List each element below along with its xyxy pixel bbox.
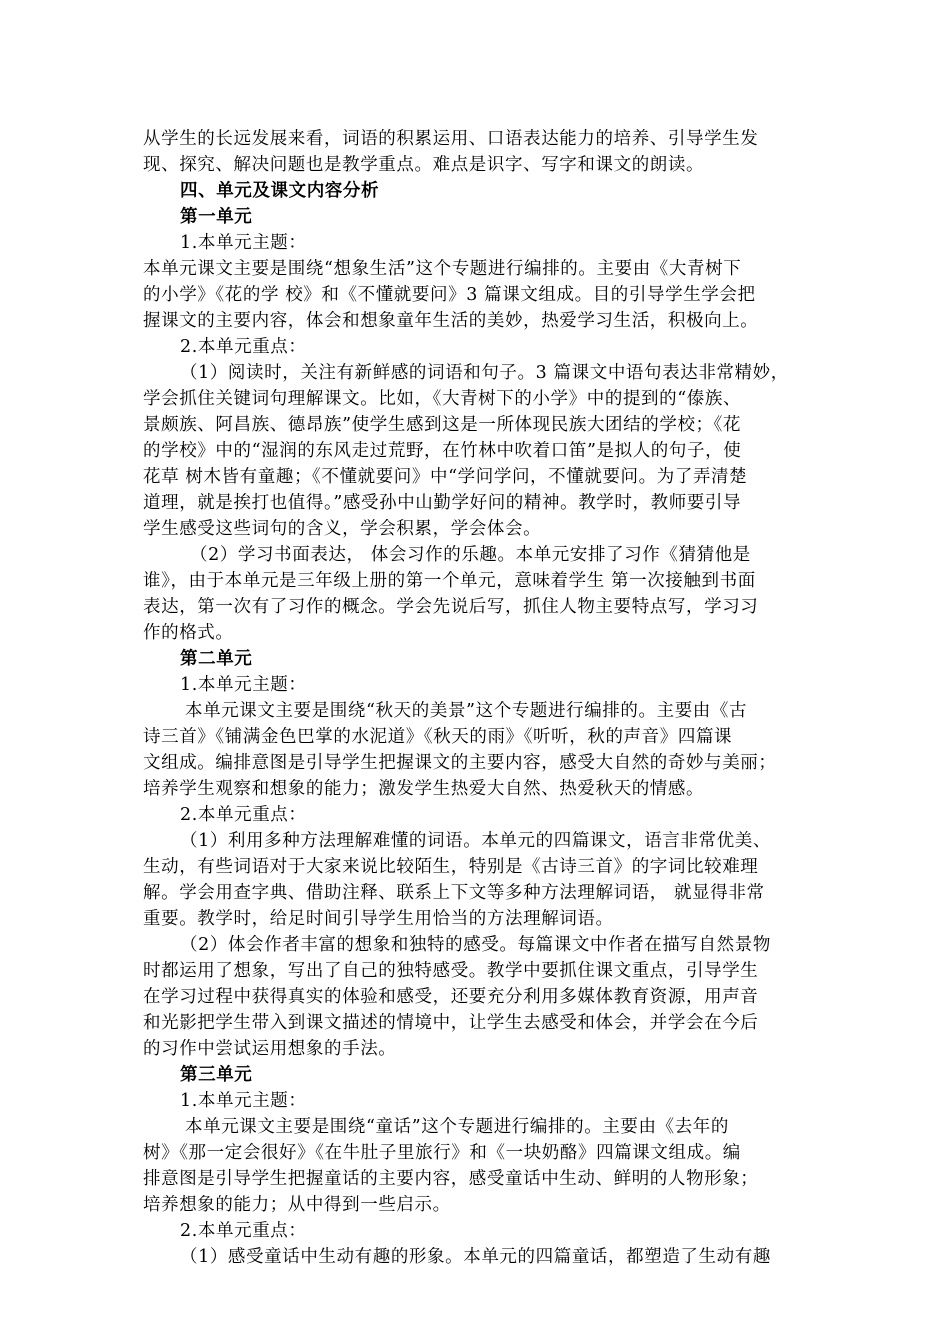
unit-heading: 第三单元 [180, 1065, 253, 1085]
body-text-line: 培养想象的能力；从中得到一些启示。 [143, 1195, 451, 1215]
body-text-line: （1）利用多种方法理解难懂的词语。本单元的四篇课文，语言非常优美、 [180, 831, 771, 851]
body-text-line: 排意图是引导学生把握童话的主要内容，感受童话中生动、鲜明的人物形象； [143, 1169, 759, 1189]
body-text-line: 谁》，由于本单元是三年级上册的第一个单元，意味着学生 第一次接触到书面 [143, 571, 756, 591]
body-text-line: 和光影把学生带入到课文描述的情境中，让学生去感受和体会，并学会在今后 [143, 1013, 759, 1033]
body-text-line: 重要。教学时，给足时间引导学生用恰当的方法理解词语。 [143, 909, 614, 929]
section-heading: 四、单元及课文内容分析 [180, 181, 380, 201]
sub-heading: 2.本单元重点： [180, 337, 307, 357]
sub-heading: 1.本单元主题： [180, 1091, 307, 1111]
body-text-line: 本单元课文主要是围绕“童话”这个专题进行编排的。主要由《去年的 [185, 1117, 729, 1137]
unit-heading: 第一单元 [180, 207, 253, 227]
sub-heading: 1.本单元主题： [180, 675, 307, 695]
sub-heading: 1.本单元主题： [180, 233, 307, 253]
body-text-line: 培养学生观察和想象的能力；激发学生热爱大自然、热爱秋天的情感。 [143, 779, 705, 799]
body-text-line: 在学习过程中获得真实的体验和感受，还要充分利用多媒体教育资源，用声音 [143, 987, 759, 1007]
body-text-line: 的习作中尝试运用想象的手法。 [143, 1039, 397, 1059]
body-text-line: 现、探究、解决问题也是教学重点。难点是识字、写字和课文的朗读。 [143, 155, 705, 175]
sub-heading: 2.本单元重点： [180, 1221, 307, 1241]
body-text-line: 从学生的长远发展来看，词语的积累运用、口语表达能力的培养、引导学生发 [143, 129, 759, 149]
body-text-line: 景颇族、阿昌族、德昂族”使学生感到这是一所体现民族大团结的学校；《花 [143, 415, 742, 435]
body-text-line: 作的格式。 [143, 623, 234, 643]
body-text-line: 学生感受这些词句的含义，学会积累，学会体会。 [143, 519, 542, 539]
body-text-line: 的小学》《花的学 校》和《不懂就要问》3 篇课文组成。目的引导学生学会把 [143, 285, 756, 305]
body-text-line: 本单元课文主要是围绕“秋天的美景”这个专题进行编排的。主要由《古 [185, 701, 748, 721]
body-text-line: 生动，有些词语对于大家来说比较陌生，特别是《古诗三首》的字词比较难理 [143, 857, 759, 877]
body-text-line: 时都运用了想象，写出了自己的独特感受。教学中要抓住课文重点，引导学生 [143, 961, 759, 981]
body-text-line: 树》《那一定会很好》《在牛肚子里旅行》和《一块奶酪》四篇课文组成。编 [143, 1143, 741, 1163]
unit-heading: 第二单元 [180, 649, 253, 669]
body-text-line: （1）感受童话中生动有趣的形象。本单元的四篇童话，都塑造了生动有趣 [180, 1247, 771, 1267]
body-text-line: （2）学习书面表达， 体会习作的乐趣。本单元安排了习作《猜猜他是 [190, 545, 751, 565]
body-text-line: 诗三首》《铺满金色巴掌的水泥道》《秋天的雨》《听听，秋的声音》四篇课 [143, 727, 733, 747]
body-text-line: （1）阅读时，关注有新鲜感的词语和句子。3 篇课文中语句表达非常精妙， [180, 363, 789, 383]
body-text-line: （2）体会作者丰富的想象和独特的感受。每篇课文中作者在描写自然景物 [180, 935, 771, 955]
body-text-line: 道理，就是挨打也值得。”感受孙中山勤学好问的精神。教学时，教师要引导 [143, 493, 742, 513]
body-text-line: 解。学会用查字典、借助注释、联系上下文等多种方法理解词语， 就显得非常 [143, 883, 765, 903]
body-text-line: 表达，第一次有了习作的概念。学会先说后写，抓住人物主要特点写，学习习 [143, 597, 759, 617]
body-text-line: 握课文的主要内容，体会和想象童年生活的美妙，热爱学习生活，积极向上。 [143, 311, 759, 331]
body-text-line: 学会抓住关键词句理解课文。比如，《大青树下的小学》中的提到的“傣族、 [143, 389, 742, 409]
body-text-line: 花草 树木皆有童趣；《不懂就要问》中“学问学问，不懂就要问。为了弄清楚 [143, 467, 748, 487]
sub-heading: 2.本单元重点： [180, 805, 307, 825]
body-text-line: 文组成。编排意图是引导学生把握课文的主要内容，感受大自然的奇妙与美丽； [143, 753, 777, 773]
body-text-line: 本单元课文主要是围绕“想象生活”这个专题进行编排的。主要由《大青树下 [143, 259, 742, 279]
body-text-line: 的学校》中的“湿润的东风走过荒野，在竹林中吹着口笛”是拟人的句子，使 [143, 441, 742, 461]
